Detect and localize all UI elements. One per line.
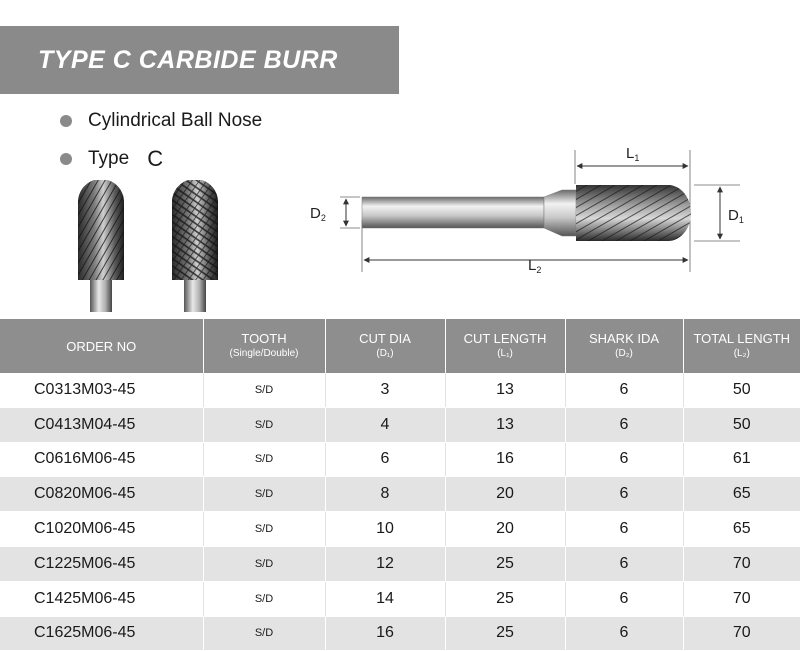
cut-dia-cell: 10 xyxy=(325,512,445,547)
total-length-cell: 70 xyxy=(683,581,800,616)
order-no-cell: C0413M04-45 xyxy=(0,407,203,442)
order-no-cell: C1225M06-45 xyxy=(0,546,203,581)
cut-dia-cell: 12 xyxy=(325,546,445,581)
total-length-cell: 50 xyxy=(683,373,800,407)
shank-dia-cell: 6 xyxy=(565,512,683,547)
double-cut-burr-photo xyxy=(172,180,218,312)
bullet-dot-icon xyxy=(60,153,72,165)
table-row xyxy=(0,442,800,477)
tooth-cell: S/D xyxy=(203,407,325,442)
bullet-profile xyxy=(60,110,262,132)
cut-length-cell: 25 xyxy=(445,581,565,616)
shank-dia-cell: 6 xyxy=(565,407,683,442)
cut-dia-cell: 16 xyxy=(325,616,445,651)
order-no-cell: C0313M03-45 xyxy=(0,373,203,407)
tooth-cell: S/D xyxy=(203,581,325,616)
order-no-cell: C1020M06-45 xyxy=(0,512,203,547)
shank-dia-cell: 6 xyxy=(565,581,683,616)
tooth-cell: S/D xyxy=(203,512,325,547)
order-no-cell: C1425M06-45 xyxy=(0,581,203,616)
l1-label: $L_1$ xyxy=(626,145,640,163)
table-row xyxy=(0,373,800,407)
total-length-cell: 50 xyxy=(683,407,800,442)
bullet-type-text: Type xyxy=(88,148,130,169)
spec-table xyxy=(0,319,800,651)
cut-dia-cell: 6 xyxy=(325,442,445,477)
column-header-tooth: TOOTH (Single/Double) xyxy=(203,319,325,373)
order-no-cell: C1625M06-45 xyxy=(0,616,203,651)
table-row xyxy=(0,616,800,651)
cut-dia-cell: 3 xyxy=(325,373,445,407)
total-length-cell: 65 xyxy=(683,512,800,547)
table-header-row xyxy=(0,319,800,373)
column-header-cut-length: CUT LENGTH (L₁) xyxy=(445,319,565,373)
tooth-cell: S/D xyxy=(203,616,325,651)
bullet-type xyxy=(60,146,163,172)
page-title: TYPE C CARBIDE BURR xyxy=(38,46,338,74)
cut-length-cell: 16 xyxy=(445,442,565,477)
cut-length-cell: 20 xyxy=(445,512,565,547)
shank-dia-cell: 6 xyxy=(565,546,683,581)
bullet-dot-icon xyxy=(60,115,72,127)
total-length-cell: 70 xyxy=(683,616,800,651)
cut-dia-cell: 8 xyxy=(325,477,445,512)
total-length-cell: 65 xyxy=(683,477,800,512)
cut-length-cell: 20 xyxy=(445,477,565,512)
tooth-cell: S/D xyxy=(203,546,325,581)
tooth-cell: S/D xyxy=(203,477,325,512)
order-no-cell: C0616M06-45 xyxy=(0,442,203,477)
shank-dia-cell: 6 xyxy=(565,616,683,651)
cut-length-cell: 13 xyxy=(445,373,565,407)
d1-label: $D_1$ xyxy=(728,207,744,225)
bullet-profile-text: Cylindrical Ball Nose xyxy=(88,110,263,131)
dimension-diagram xyxy=(300,140,760,280)
column-header-shark-ida: SHARK IDA (D₂) xyxy=(565,319,683,373)
l2-label: $L_2$ xyxy=(528,257,542,275)
cut-dia-cell: 4 xyxy=(325,407,445,442)
table-row xyxy=(0,546,800,581)
table-row xyxy=(0,477,800,512)
total-length-cell: 70 xyxy=(683,546,800,581)
single-cut-burr-photo xyxy=(78,180,124,312)
bullet-type-letter: C xyxy=(147,146,164,171)
d2-label: $D_2$ xyxy=(310,205,326,223)
column-header-order-no: ORDER NO xyxy=(0,319,203,373)
cut-length-cell: 25 xyxy=(445,616,565,651)
shank-dia-cell: 6 xyxy=(565,373,683,407)
shank-dia-cell: 6 xyxy=(565,442,683,477)
shank-dia-cell: 6 xyxy=(565,477,683,512)
cut-length-cell: 25 xyxy=(445,546,565,581)
burr-side-view xyxy=(362,185,691,241)
tooth-cell: S/D xyxy=(203,442,325,477)
table-row xyxy=(0,512,800,547)
burr-photos xyxy=(70,180,230,312)
cut-length-cell: 13 xyxy=(445,407,565,442)
column-header-cut-dia: CUT DIA (D₁) xyxy=(325,319,445,373)
column-header-total-length: TOTAL LENGTH (L₂) xyxy=(683,319,800,373)
total-length-cell: 61 xyxy=(683,442,800,477)
cut-dia-cell: 14 xyxy=(325,581,445,616)
order-no-cell: C0820M06-45 xyxy=(0,477,203,512)
table-row xyxy=(0,581,800,616)
tooth-cell: S/D xyxy=(203,373,325,407)
table-row xyxy=(0,407,800,442)
